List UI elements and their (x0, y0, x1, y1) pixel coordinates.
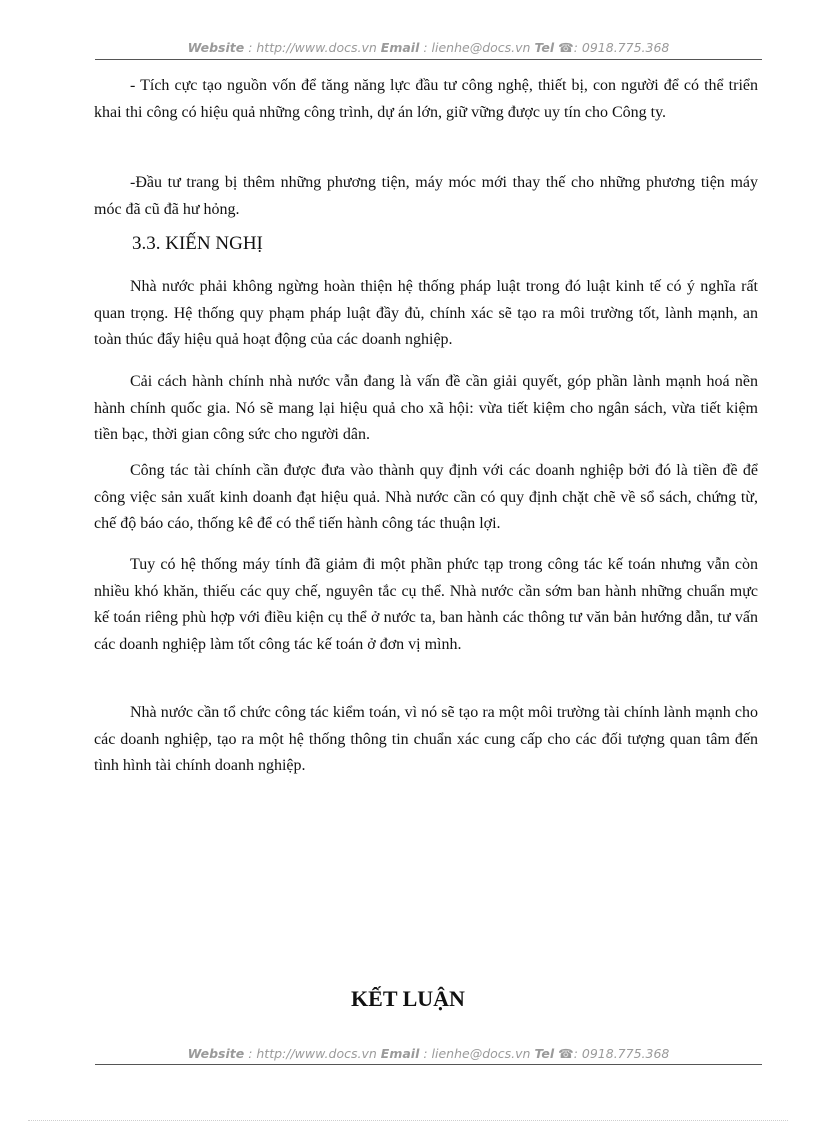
paragraph-finance: Công tác tài chính cần được đưa vào thành quy định với các doanh nghiệp bởi đó là tiền đề để công việc sản xuất kinh doanh đạt hiệu quả. Nhà nước cần có quy định chặt chẽ về sổ sách, chứng từ, chế độ báo cáo, thống kê để có thể tiến hành công tác thuận lợi. (94, 462, 758, 532)
section-heading: 3.3. KIẾN NGHỊ (132, 233, 263, 254)
phone-icon: ☎ (558, 1046, 574, 1061)
tel-label: Tel (534, 1046, 555, 1061)
tel-value: : 0918.775.368 (573, 1046, 670, 1061)
website-value: : http://www.docs.vn (248, 40, 377, 55)
email-label: Email (380, 40, 420, 55)
page-footer (95, 1046, 762, 1061)
phone-icon: ☎ (558, 40, 574, 55)
paragraph-admin-reform: Cải cách hành chính nhà nước vẫn đang là vấn đề cần giải quyết, góp phần lành mạnh hoá nền hành chính quốc gia. Nó sẽ mang lại hiệu quả cho xã hội: vừa tiết kiệm cho ngân sách, vừa tiết kiệm tiền bạc, thời gian công sức cho người dân. (94, 373, 758, 443)
paragraph-audit: Nhà nước cần tổ chức công tác kiểm toán, vì nó sẽ tạo ra một môi trường tài chính lành mạnh cho các doanh nghiệp, tạo ra một hệ thống thông tin chuẩn xác cung cấp cho các đối tượng quan tâm đến tình hình tài chính doanh nghiệp. (94, 704, 758, 774)
email-value: : lienhe@docs.vn (423, 40, 531, 55)
page-edge-divider (28, 1120, 788, 1121)
tel-value: : 0918.775.368 (573, 40, 670, 55)
website-value: : http://www.docs.vn (248, 1046, 377, 1061)
header-divider (95, 59, 762, 60)
paragraph-equipment: -Đầu tư trang bị thêm những phương tiện, máy móc mới thay thế cho những phương tiện máy móc đã cũ đã hư hỏng. (94, 174, 758, 218)
closing-title: KẾT LUẬN (351, 986, 465, 1011)
paragraph-capital: - Tích cực tạo nguồn vốn để tăng năng lực đầu tư công nghệ, thiết bị, con người để có thể triển khai thi công có hiệu quả những công trình, dự án lớn, giữ vững được uy tín cho Công ty. (94, 77, 758, 121)
tel-label: Tel (534, 40, 555, 55)
footer-divider (95, 1064, 762, 1065)
website-label: Website (187, 40, 245, 55)
paragraph-accounting: Tuy có hệ thống máy tính đã giảm đi một phần phức tạp trong công tác kế toán nhưng vẫn còn nhiều khó khăn, thiếu các quy chế, nguyên tắc cụ thể. Nhà nước cần sớm ban hành những chuẩn mực kế toán riêng phù hợp với điều kiện cụ thể ở nước ta, ban hành các thông tư văn bản hướng dẫn, tư vấn các doanh nghiệp làm tốt công tác kế toán ở đơn vị mình. (94, 556, 758, 653)
website-label: Website (187, 1046, 245, 1061)
email-value: : lienhe@docs.vn (423, 1046, 531, 1061)
email-label: Email (380, 1046, 420, 1061)
page-header (95, 40, 762, 55)
paragraph-legal-system: Nhà nước phải không ngừng hoàn thiện hệ thống pháp luật trong đó luật kinh tế có ý nghĩa rất quan trọng. Hệ thống quy phạm pháp luật đầy đủ, chính xác sẽ tạo ra môi trường tốt, lành mạnh, an toàn thúc đẩy hiệu quả hoạt động của các doanh nghiệp. (94, 278, 758, 348)
